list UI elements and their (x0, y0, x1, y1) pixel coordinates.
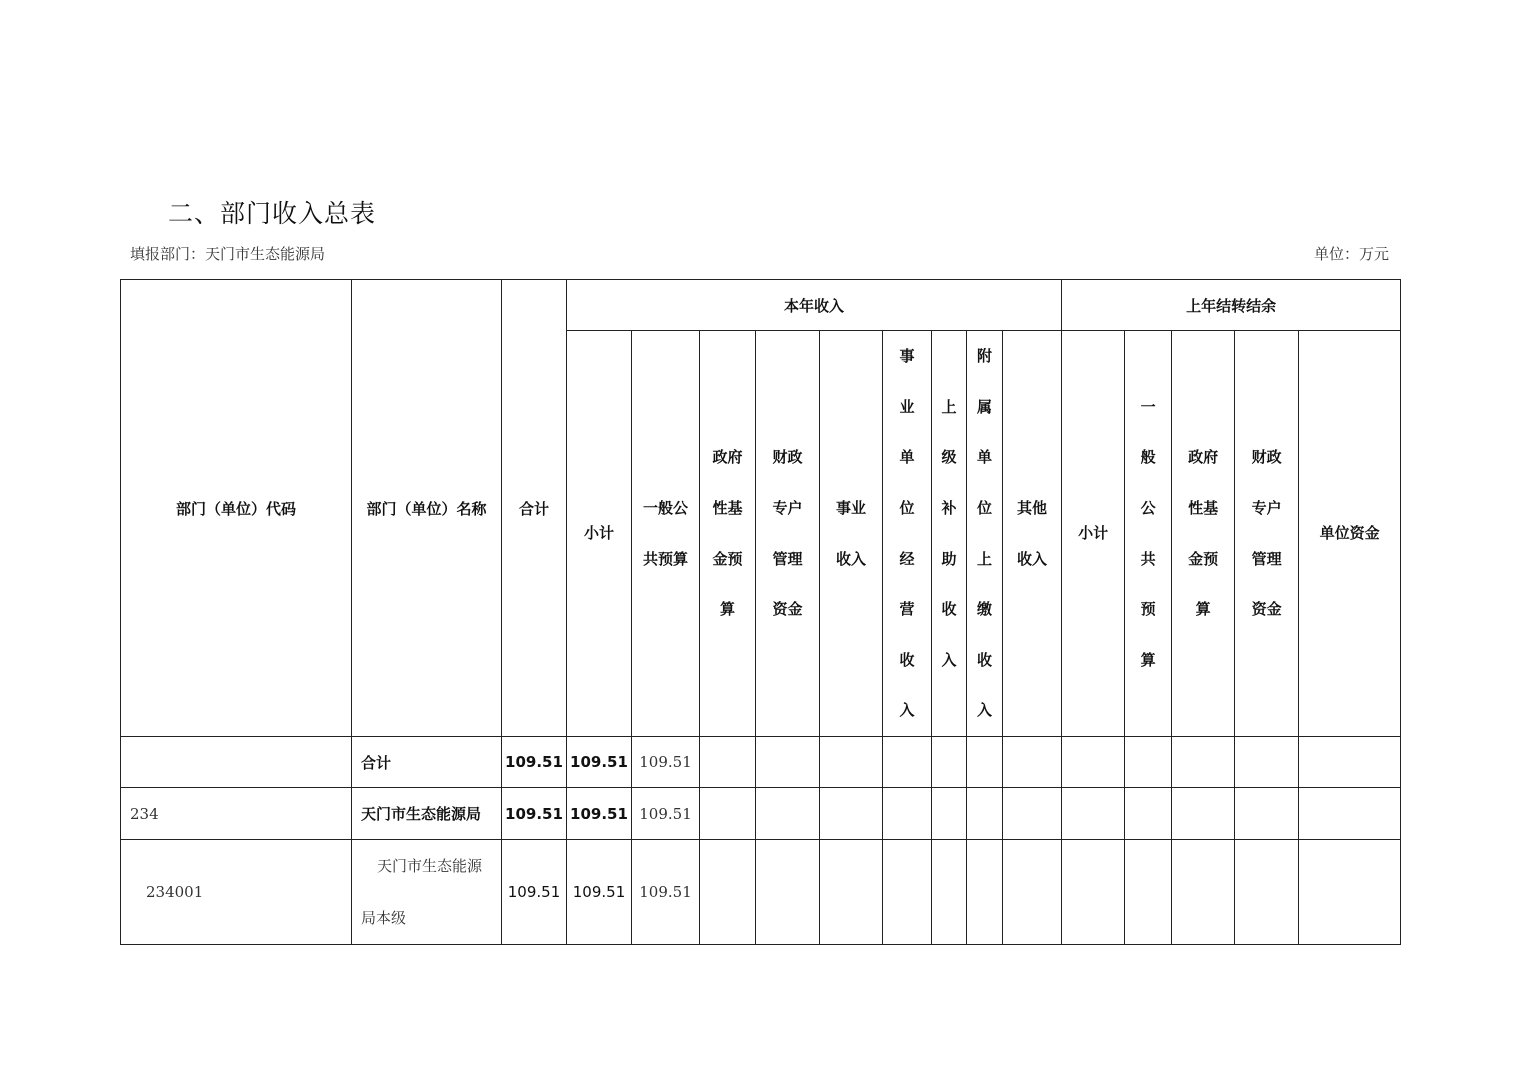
header-cy-business-income: 事业 收入 (820, 331, 883, 737)
header-co-special-account: 财政 专户 管理 资金 (1235, 331, 1299, 737)
cell-subtotal: 109.51 (567, 840, 632, 945)
cell-general: 109.51 (632, 840, 700, 945)
cell-total: 109.51 (502, 840, 567, 945)
filling-department: 填报部门：天门市生态能源局 (130, 245, 326, 263)
cell-code (121, 737, 352, 788)
header-co-general: 一 般 公 共 预 算 (1125, 331, 1172, 737)
header-cy-general: 一般公 共预算 (632, 331, 700, 737)
cell-general: 109.51 (632, 737, 700, 788)
header-cy-affiliated-income: 附 属 单 位 上 缴 收 入 (967, 331, 1003, 737)
cell-name: 合计 (352, 737, 502, 788)
unit-label: 单位：万元 (1313, 245, 1389, 263)
header-cy-subtotal: 小计 (567, 331, 632, 737)
cell-subtotal: 109.51 (567, 737, 632, 788)
header-carryover: 上年结转结余 (1062, 280, 1401, 331)
header-cy-superior-subsidy: 上 级 补 助 收 入 (932, 331, 967, 737)
cell-code: 234001 (121, 840, 352, 945)
header-current-year: 本年收入 (567, 280, 1062, 331)
header-cy-operating-income: 事 业 单 位 经 营 收 入 (883, 331, 932, 737)
cell-code: 234 (121, 788, 352, 840)
page-title: 二、部门收入总表 (168, 199, 377, 228)
header-co-unit-fund: 单位资金 (1299, 331, 1401, 737)
header-cy-special-account: 财政 专户 管理 资金 (756, 331, 820, 737)
table-row (121, 840, 1401, 945)
income-summary-table (120, 279, 1401, 945)
cell-total: 109.51 (502, 788, 567, 840)
header-code: 部门（单位）代码 (121, 280, 352, 737)
header-name: 部门（单位）名称 (352, 280, 502, 737)
table-row (121, 788, 1401, 840)
cell-name: 天门市生态能源局 (352, 788, 502, 840)
table-row (121, 737, 1401, 788)
header-co-gov-fund: 政府 性基 金预 算 (1172, 331, 1235, 737)
cell-general: 109.51 (632, 788, 700, 840)
header-total: 合计 (502, 280, 567, 737)
header-cy-other-income: 其他 收入 (1003, 331, 1062, 737)
cell-name: 天门市生态能源 局本级 (352, 840, 502, 945)
header-cy-gov-fund: 政府 性基 金预 算 (700, 331, 756, 737)
cell-total: 109.51 (502, 737, 567, 788)
header-co-subtotal: 小计 (1062, 331, 1125, 737)
cell-subtotal: 109.51 (567, 788, 632, 840)
